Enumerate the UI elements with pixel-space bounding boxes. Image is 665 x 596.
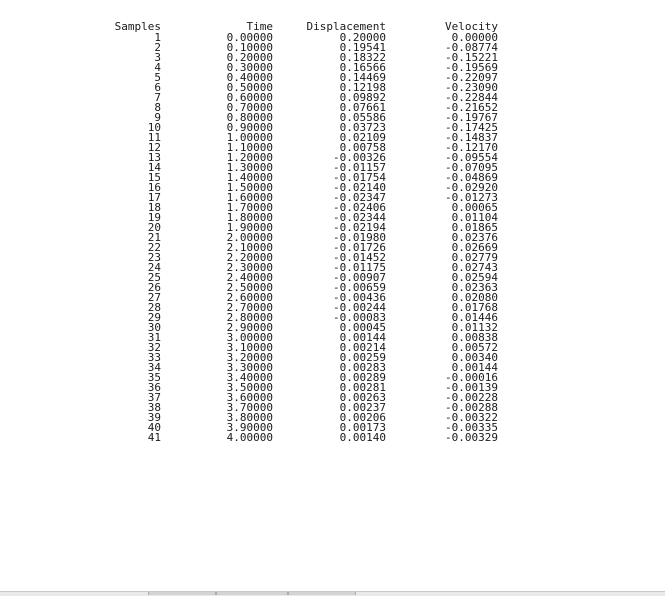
cell-time: 3.20000	[226, 351, 273, 364]
cell-time: 2.30000	[226, 261, 273, 274]
col-samples-header: Samples	[114, 20, 161, 33]
cell-velocity: -0.00335	[445, 421, 498, 434]
cell-sample: 41	[147, 431, 161, 444]
cell-time: 2.50000	[226, 281, 273, 294]
cell-velocity: -0.04869	[445, 171, 498, 184]
scrollbar-segment[interactable]	[216, 592, 288, 595]
cell-sample: 5	[154, 71, 161, 84]
cell-displacement: -0.02347	[333, 191, 386, 204]
cell-velocity: -0.12170	[445, 141, 498, 154]
cell-sample: 12	[147, 141, 161, 154]
cell-displacement: -0.01452	[333, 251, 386, 264]
cell-time: 3.10000	[226, 341, 273, 354]
cell-displacement: -0.02406	[333, 201, 386, 214]
cell-velocity: 0.01104	[451, 211, 498, 224]
cell-displacement: -0.01726	[333, 241, 386, 254]
cell-time: 3.00000	[226, 331, 273, 344]
cell-displacement: -0.00659	[333, 281, 386, 294]
cell-displacement: 0.00237	[339, 401, 386, 414]
cell-velocity: -0.00139	[445, 381, 498, 394]
cell-sample: 7	[154, 91, 161, 104]
cell-velocity: 0.00572	[451, 341, 498, 354]
cell-displacement: 0.00140	[339, 431, 386, 444]
cell-time: 1.00000	[226, 131, 273, 144]
cell-sample: 6	[154, 81, 161, 94]
cell-velocity: 0.02669	[451, 241, 498, 254]
cell-displacement: -0.01754	[333, 171, 386, 184]
cell-velocity: -0.00016	[445, 371, 498, 384]
cell-time: 2.20000	[226, 251, 273, 264]
cell-velocity: -0.00322	[445, 411, 498, 424]
cell-time: 2.80000	[226, 311, 273, 324]
cell-sample: 29	[147, 311, 161, 324]
cell-velocity: -0.08774	[445, 41, 498, 54]
cell-displacement: -0.02194	[333, 221, 386, 234]
table-row	[96, 433, 498, 443]
cell-time: 3.80000	[226, 411, 273, 424]
cell-time: 0.20000	[226, 51, 273, 64]
cell-sample: 32	[147, 341, 161, 354]
cell-time: 3.40000	[226, 371, 273, 384]
cell-displacement: -0.02140	[333, 181, 386, 194]
cell-sample: 28	[147, 301, 161, 314]
cell-time: 3.50000	[226, 381, 273, 394]
cell-sample: 19	[147, 211, 161, 224]
output-listing	[96, 21, 536, 443]
cell-sample: 3	[154, 51, 161, 64]
cell-displacement: 0.07661	[339, 101, 386, 114]
cell-displacement: 0.00206	[339, 411, 386, 424]
cell-velocity: 0.00144	[451, 361, 498, 374]
cell-velocity: -0.14837	[445, 131, 498, 144]
cell-sample: 2	[154, 41, 161, 54]
cell-time: 2.00000	[226, 231, 273, 244]
cell-sample: 15	[147, 171, 161, 184]
cell-displacement: 0.14469	[339, 71, 386, 84]
cell-sample: 23	[147, 251, 161, 264]
cell-time: 2.70000	[226, 301, 273, 314]
cell-time: 2.40000	[226, 271, 273, 284]
col-time-header: Time	[246, 20, 273, 33]
cell-displacement: 0.16566	[339, 61, 386, 74]
cell-sample: 31	[147, 331, 161, 344]
cell-displacement: -0.00244	[333, 301, 386, 314]
cell-displacement: 0.00144	[339, 331, 386, 344]
cell-displacement: 0.09892	[339, 91, 386, 104]
cell-sample: 40	[147, 421, 161, 434]
cell-velocity: 0.02594	[451, 271, 498, 284]
cell-time: 1.40000	[226, 171, 273, 184]
cell-sample: 11	[147, 131, 161, 144]
cell-velocity: -0.00329	[445, 431, 498, 444]
cell-time: 3.90000	[226, 421, 273, 434]
cell-sample: 18	[147, 201, 161, 214]
cell-velocity: -0.23090	[445, 81, 498, 94]
cell-time: 0.10000	[226, 41, 273, 54]
cell-sample: 8	[154, 101, 161, 114]
cell-displacement: 0.00283	[339, 361, 386, 374]
cell-velocity: 0.00000	[451, 31, 498, 44]
table-body	[96, 33, 498, 443]
cell-time: 0.00000	[226, 31, 273, 44]
cell-displacement: -0.00083	[333, 311, 386, 324]
cell-velocity: 0.02080	[451, 291, 498, 304]
cell-sample: 30	[147, 321, 161, 334]
cell-sample: 34	[147, 361, 161, 374]
cell-time: 1.20000	[226, 151, 273, 164]
cell-displacement: 0.00289	[339, 371, 386, 384]
cell-sample: 16	[147, 181, 161, 194]
cell-sample: 37	[147, 391, 161, 404]
cell-velocity: 0.02743	[451, 261, 498, 274]
cell-time: 3.70000	[226, 401, 273, 414]
cell-sample: 24	[147, 261, 161, 274]
cell-time: 4.00000	[226, 431, 273, 444]
cell-time: 0.90000	[226, 121, 273, 134]
cell-time: 2.10000	[226, 241, 273, 254]
cell-displacement: 0.05586	[339, 111, 386, 124]
cell-velocity: 0.00065	[451, 201, 498, 214]
cell-velocity: 0.01768	[451, 301, 498, 314]
cell-time: 0.50000	[226, 81, 273, 94]
cell-sample: 22	[147, 241, 161, 254]
cell-sample: 39	[147, 411, 161, 424]
cell-displacement: 0.18322	[339, 51, 386, 64]
cell-displacement: 0.00281	[339, 381, 386, 394]
cell-displacement: -0.01157	[333, 161, 386, 174]
scrollbar-segment[interactable]	[288, 592, 356, 595]
cell-time: 2.60000	[226, 291, 273, 304]
cell-time: 3.30000	[226, 361, 273, 374]
cell-sample: 35	[147, 371, 161, 384]
cell-time: 0.70000	[226, 101, 273, 114]
cell-displacement: 0.00263	[339, 391, 386, 404]
cell-time: 1.80000	[226, 211, 273, 224]
cell-displacement: 0.00758	[339, 141, 386, 154]
cell-time: 1.60000	[226, 191, 273, 204]
cell-sample: 36	[147, 381, 161, 394]
cell-time: 0.60000	[226, 91, 273, 104]
cell-displacement: -0.01175	[333, 261, 386, 274]
cell-displacement: 0.20000	[339, 31, 386, 44]
results-table	[96, 21, 498, 443]
cell-velocity: 0.00838	[451, 331, 498, 344]
cell-time: 0.30000	[226, 61, 273, 74]
cell-sample: 17	[147, 191, 161, 204]
cell-velocity: 0.02376	[451, 231, 498, 244]
cell-time: 1.70000	[226, 201, 273, 214]
cell-time: 1.10000	[226, 141, 273, 154]
cell-displacement: -0.02344	[333, 211, 386, 224]
cell-sample: 1	[154, 31, 161, 44]
cell-time: 1.30000	[226, 161, 273, 174]
cell-displacement: -0.01980	[333, 231, 386, 244]
cell-velocity: -0.02920	[445, 181, 498, 194]
cell-velocity: 0.02779	[451, 251, 498, 264]
cell-sample: 25	[147, 271, 161, 284]
cell-sample: 20	[147, 221, 161, 234]
cell-displacement: 0.00045	[339, 321, 386, 334]
cell-sample: 4	[154, 61, 161, 74]
cell-velocity: -0.17425	[445, 121, 498, 134]
cell-sample: 21	[147, 231, 161, 244]
cell-displacement: 0.02109	[339, 131, 386, 144]
cell-velocity: -0.21652	[445, 101, 498, 114]
cell-velocity: -0.22097	[445, 71, 498, 84]
cell-time: 0.40000	[226, 71, 273, 84]
cell-velocity: -0.15221	[445, 51, 498, 64]
cell-velocity: -0.19569	[445, 61, 498, 74]
cell-velocity: 0.01446	[451, 311, 498, 324]
cell-sample: 38	[147, 401, 161, 414]
cell-displacement: -0.00326	[333, 151, 386, 164]
cell-displacement: -0.00907	[333, 271, 386, 284]
cell-time: 1.90000	[226, 221, 273, 234]
cell-displacement: 0.03723	[339, 121, 386, 134]
cell-sample: 26	[147, 281, 161, 294]
horizontal-scrollbar[interactable]	[0, 591, 665, 596]
cell-velocity: -0.07095	[445, 161, 498, 174]
cell-displacement: 0.00173	[339, 421, 386, 434]
cell-sample: 14	[147, 161, 161, 174]
cell-velocity: -0.22844	[445, 91, 498, 104]
col-velocity-header: Velocity	[445, 20, 498, 33]
cell-time: 0.80000	[226, 111, 273, 124]
cell-sample: 13	[147, 151, 161, 164]
cell-velocity: 0.00340	[451, 351, 498, 364]
cell-sample: 27	[147, 291, 161, 304]
col-displacement-header: Displacement	[306, 20, 386, 33]
cell-sample: 33	[147, 351, 161, 364]
cell-velocity: -0.00288	[445, 401, 498, 414]
cell-sample: 10	[147, 121, 161, 134]
cell-velocity: 0.02363	[451, 281, 498, 294]
cell-displacement: 0.12198	[339, 81, 386, 94]
cell-velocity: -0.19767	[445, 111, 498, 124]
cell-displacement: 0.00259	[339, 351, 386, 364]
cell-displacement: -0.00436	[333, 291, 386, 304]
cell-sample: 9	[154, 111, 161, 124]
cell-time: 2.90000	[226, 321, 273, 334]
cell-displacement: 0.00214	[339, 341, 386, 354]
cell-velocity: -0.00228	[445, 391, 498, 404]
cell-velocity: -0.01273	[445, 191, 498, 204]
cell-displacement: 0.19541	[339, 41, 386, 54]
scrollbar-segment[interactable]	[148, 592, 216, 595]
cell-velocity: -0.09554	[445, 151, 498, 164]
cell-time: 3.60000	[226, 391, 273, 404]
cell-velocity: 0.01132	[451, 321, 498, 334]
cell-time: 1.50000	[226, 181, 273, 194]
cell-velocity: 0.01865	[451, 221, 498, 234]
